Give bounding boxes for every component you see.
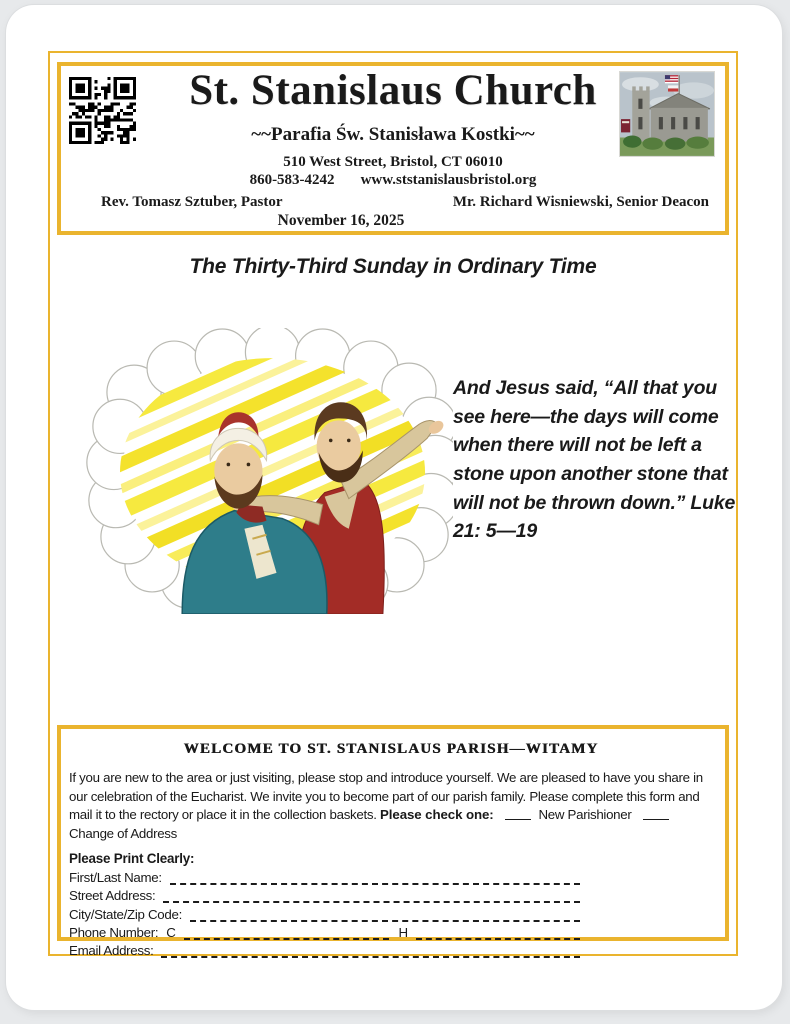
welcome-intro-text: If you are new to the area or just visiting, please stop and introduce yourself. We are pleased to have you share in our celebration of the Eucharist. We invite you to become part of our parish family. Please complete this form and mail it to the rectory or place it in the collection baskets. — [69, 770, 703, 823]
form-field-street-address — [69, 885, 713, 903]
check-option-change-of-address: Change of Address — [69, 825, 178, 841]
bulletin-date: November 16, 2025 — [277, 212, 405, 229]
home-phone-prefix: H — [398, 925, 408, 940]
welcome-box — [57, 725, 729, 959]
scripture-quote: And Jesus said, “All that you see here—the days will come when there will not be left a stone upon another stone that will not be thrown down.” Luke 21: 5—19 — [453, 377, 736, 543]
form-field-email-address — [69, 940, 713, 958]
field-label: First/Last Name: — [69, 869, 162, 885]
check-option-new-parishioner: New Parishioner — [538, 807, 632, 823]
change-of-address-blank — [643, 807, 669, 820]
street-address: 510 West Street, Bristol, CT 06010 — [283, 154, 503, 170]
website-url: www.ststanislausbristol.org — [360, 172, 537, 188]
fill-in-line — [170, 870, 580, 885]
form-field-first-last-name — [69, 866, 713, 884]
fill-in-line-home — [416, 925, 580, 940]
check-one-label: Please check one: — [380, 807, 494, 823]
fill-in-line — [161, 943, 580, 958]
form-field-city-state-zip — [69, 903, 713, 921]
field-label: City/State/Zip Code: — [69, 906, 182, 922]
welcome-intro — [69, 769, 713, 843]
new-parishioner-blank — [505, 807, 531, 820]
form-field-phone-number — [69, 922, 713, 940]
print-clearly-label: Please Print Clearly: — [69, 851, 195, 867]
field-label: Phone Number: — [69, 925, 159, 940]
pastor-name: Rev. Tomasz Sztuber, Pastor — [101, 194, 283, 210]
deacon-name: Mr. Richard Wisniewski, Senior Deacon — [452, 194, 709, 210]
gospel-illustration — [85, 328, 453, 614]
fill-in-line — [163, 888, 580, 903]
parish-tagline: ~~Parafia Św. Stanisława Kostki~~ — [251, 124, 535, 145]
field-label: Street Address: — [69, 888, 156, 904]
church-name: St. Stanislaus Church — [189, 67, 597, 114]
sunday-title: The Thirty-Third Sunday in Ordinary Time — [189, 255, 597, 278]
fill-in-line — [190, 907, 580, 922]
fill-in-line-cell — [184, 925, 389, 940]
gold-outer-frame — [48, 51, 738, 959]
field-label: Email Address: — [69, 943, 154, 959]
cell-phone-prefix: C — [166, 925, 176, 940]
bulletin-card — [6, 5, 782, 1010]
clergy-row — [61, 194, 725, 211]
contact-line — [61, 172, 725, 189]
phone-number: 860-583-4242 — [249, 172, 335, 188]
welcome-title: WELCOME TO ST. STANISLAUS PARISH—WITAMY — [183, 741, 599, 757]
header-box — [57, 62, 729, 235]
